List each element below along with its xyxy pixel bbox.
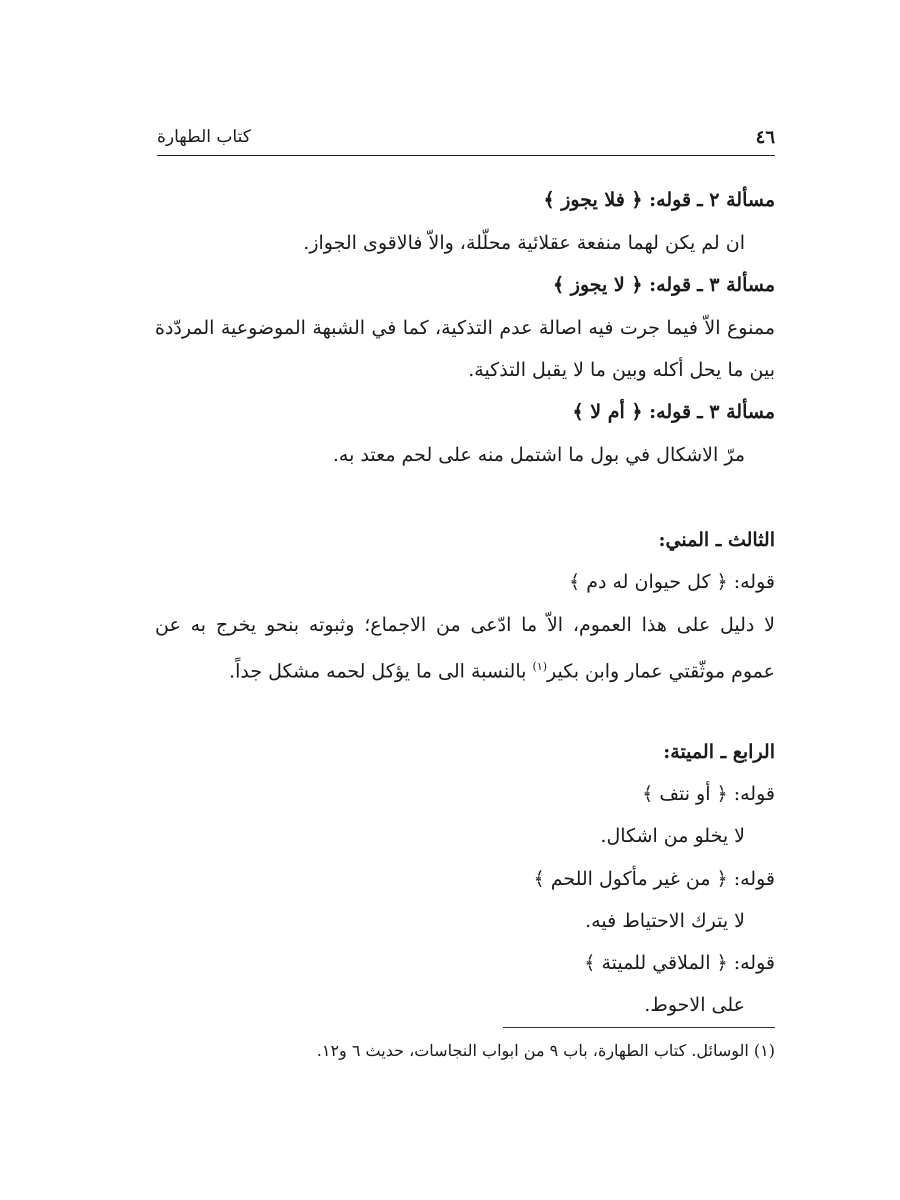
masaala-2-quote: قوله: ﴿ فلا يجوز ﴾ (543, 189, 692, 211)
section-fourth-item-1-quote: قوله: ﴿ أو نتف ﴾ (642, 783, 775, 805)
masaala-2-label: مسألة ٢ ـ (697, 189, 775, 211)
masaala-3a-quote: قوله: ﴿ لا يجوز ﴾ (553, 274, 692, 296)
masaala-2-body: ان لم يكن لهما منفعة عقلائية محلّلة، والاّ فالاقوى الجواز. (303, 232, 745, 254)
masaala-3a-heading (553, 272, 775, 298)
section-fourth-item-3-quote: قوله: ﴿ الملاقي للميتة ﴾ (584, 952, 775, 974)
book-title: كتاب الطهارة (157, 127, 251, 147)
section-third-body-after-note: بالنسبة الى ما يؤكل لحمه مشكل جداً. (229, 660, 533, 683)
masaala-3b-body: مرّ الاشكال في بول ما اشتمل منه على لحم معتد به. (332, 444, 745, 466)
section-fourth-item-2-comment: لا يترك الاحتياط فيه. (585, 910, 745, 932)
footnote-marker: (١) (532, 660, 547, 673)
masaala-3b-quote: قوله: ﴿ أم لا ﴾ (572, 401, 692, 423)
section-fourth-title: الرابع ـ الميتة: (663, 741, 775, 763)
section-third-quote: قوله: ﴿ كل حيوان له دم ﴾ (569, 571, 775, 593)
page-number: ٤٦ (755, 127, 775, 148)
masaala-3b-heading (573, 399, 775, 425)
footnote: (١) الوسائل. كتاب الطهارة، باب ٩ من ابواب النجاسات، حديث ٦ و١٢. (316, 1041, 775, 1060)
section-third-title: الثالث ـ المني: (658, 529, 775, 551)
masaala-3a-body-line2: بين ما يحل أكله وبين ما لا يقبل التذكية. (468, 359, 775, 381)
section-third-body-before-note: عموم موثّقتي عمار وابن بكير (546, 660, 775, 683)
masaala-2-heading (543, 187, 775, 213)
section-fourth-item-3-comment: على الاحوط. (644, 994, 745, 1016)
section-third-body-line2 (229, 654, 775, 684)
running-header (157, 125, 775, 155)
masaala-3a-body-line1: ممنوع الاّ فيما جرت فيه اصالة عدم التذكية، كما في الشبهة الموضوعية المردّدة (155, 317, 775, 339)
header-rule (157, 155, 775, 156)
masaala-3b-label: مسألة ٣ ـ (697, 401, 775, 423)
section-fourth-item-2-quote: قوله: ﴿ من غير مأكول اللحم ﴾ (533, 868, 775, 890)
masaala-3a-label: مسألة ٣ ـ (697, 274, 775, 296)
footnote-rule (503, 1027, 775, 1028)
section-fourth-item-1-comment: لا يخلو من اشكال. (600, 825, 745, 847)
section-third-body-line1: لا دليل على هذا العموم، الاّ ما ادّعى من الاجماع؛ وثبوته بنحو يخرج به عن (155, 614, 775, 636)
